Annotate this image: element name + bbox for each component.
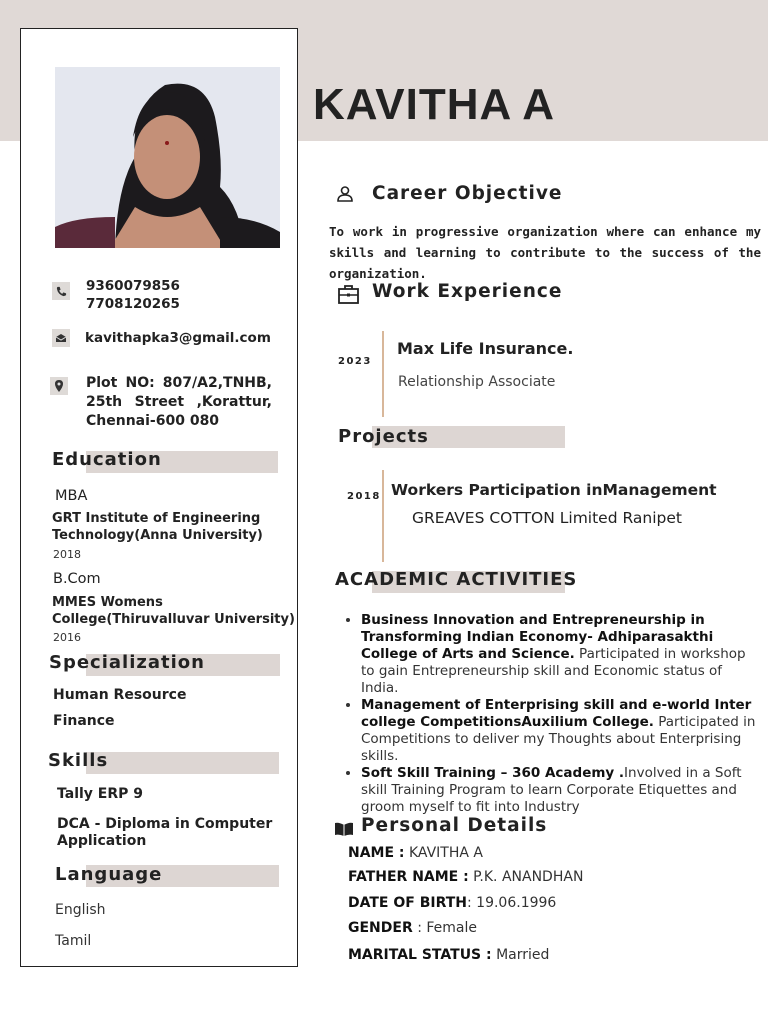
work-company: Max Life Insurance. (397, 339, 574, 358)
work-timeline-line (382, 331, 384, 417)
career-objective-text: To work in progressive organization where can enhance my skills and learning to contribute to the success of the organization. (329, 224, 761, 281)
specialization-hr: Human Resource (53, 687, 187, 703)
work-experience-title: Work Experience (372, 281, 563, 302)
academic-title: ACADEMIC ACTIVITIES (335, 569, 578, 590)
email: kavithapka3@gmail.com (85, 330, 271, 346)
book-icon (334, 821, 354, 841)
projects-title: Projects (338, 426, 429, 447)
project-year: 2018 (347, 491, 381, 502)
degree-bcom: B.Com (53, 571, 101, 587)
phone-1: 9360079856 (86, 278, 180, 294)
specialization-title: Specialization (49, 652, 205, 673)
phone-2: 7708120265 (86, 296, 180, 312)
list-item: • Business Innovation and Entrepreneurship in Transforming Indian Economy- Adhiparasakthi College of Arts and Science. Participated in workshop to gain Entrepreneurship skill and Economic status of India. (361, 612, 761, 697)
profile-photo (55, 67, 280, 248)
work-year: 2023 (338, 356, 372, 367)
address: Plot NO: 807/A2,TNHB, 25th Street ,Korattur, Chennai-600 080 (86, 375, 272, 429)
project-timeline-line (382, 470, 384, 562)
year-mba: 2018 (53, 548, 81, 561)
email-icon (52, 329, 70, 347)
pd-dob: DATE OF BIRTH: 19.06.1996 (348, 895, 557, 911)
person-icon (336, 185, 354, 207)
list-item: • Management of Enterprising skill and e-world Inter college CompetitionsAuxilium College. Participated in Competitions to deliver my Thoughts about Enterprising skills. (361, 697, 761, 765)
skills-bar (86, 752, 279, 774)
list-item: • Soft Skill Training – 360 Academy .Involved in a Soft skill Training Program to learn Corporate Etiquettes and groom myself to fit into Industry (361, 765, 761, 816)
degree-mba: MBA (55, 488, 88, 504)
language-tamil: Tamil (55, 933, 92, 949)
candidate-name: KAVITHA A (313, 80, 556, 129)
specialization-finance: Finance (53, 713, 115, 729)
pd-name: NAME : KAVITHA A (348, 845, 483, 861)
briefcase-icon (338, 285, 359, 308)
project-org: GREAVES COTTON Limited Ranipet (412, 509, 682, 527)
academic-list (345, 612, 761, 816)
skill-dca: DCA - Diploma in Computer Application (57, 816, 273, 849)
pd-gender: GENDER : Female (348, 920, 477, 936)
career-objective-title: Career Objective (372, 183, 563, 204)
language-english: English (55, 902, 106, 918)
project-name: Workers Participation inManagement (391, 481, 717, 499)
year-bcom: 2016 (53, 631, 81, 644)
institute-bcom: MMES Womens College(Thiruvalluvar University) (52, 595, 295, 627)
location-icon (50, 377, 68, 395)
personal-details-title: Personal Details (361, 815, 548, 836)
skill-tally: Tally ERP 9 (57, 786, 144, 802)
language-title: Language (55, 864, 163, 885)
education-title: Education (52, 449, 162, 470)
pd-father: FATHER NAME : P.K. ANANDHAN (348, 869, 584, 885)
institute-mba: GRT Institute of Engineering Technology(Anna University) (52, 511, 263, 543)
skills-title: Skills (48, 750, 109, 771)
work-role: Relationship Associate (398, 374, 556, 390)
pd-marital: MARITAL STATUS : Married (348, 947, 550, 963)
phone-icon (52, 282, 70, 300)
